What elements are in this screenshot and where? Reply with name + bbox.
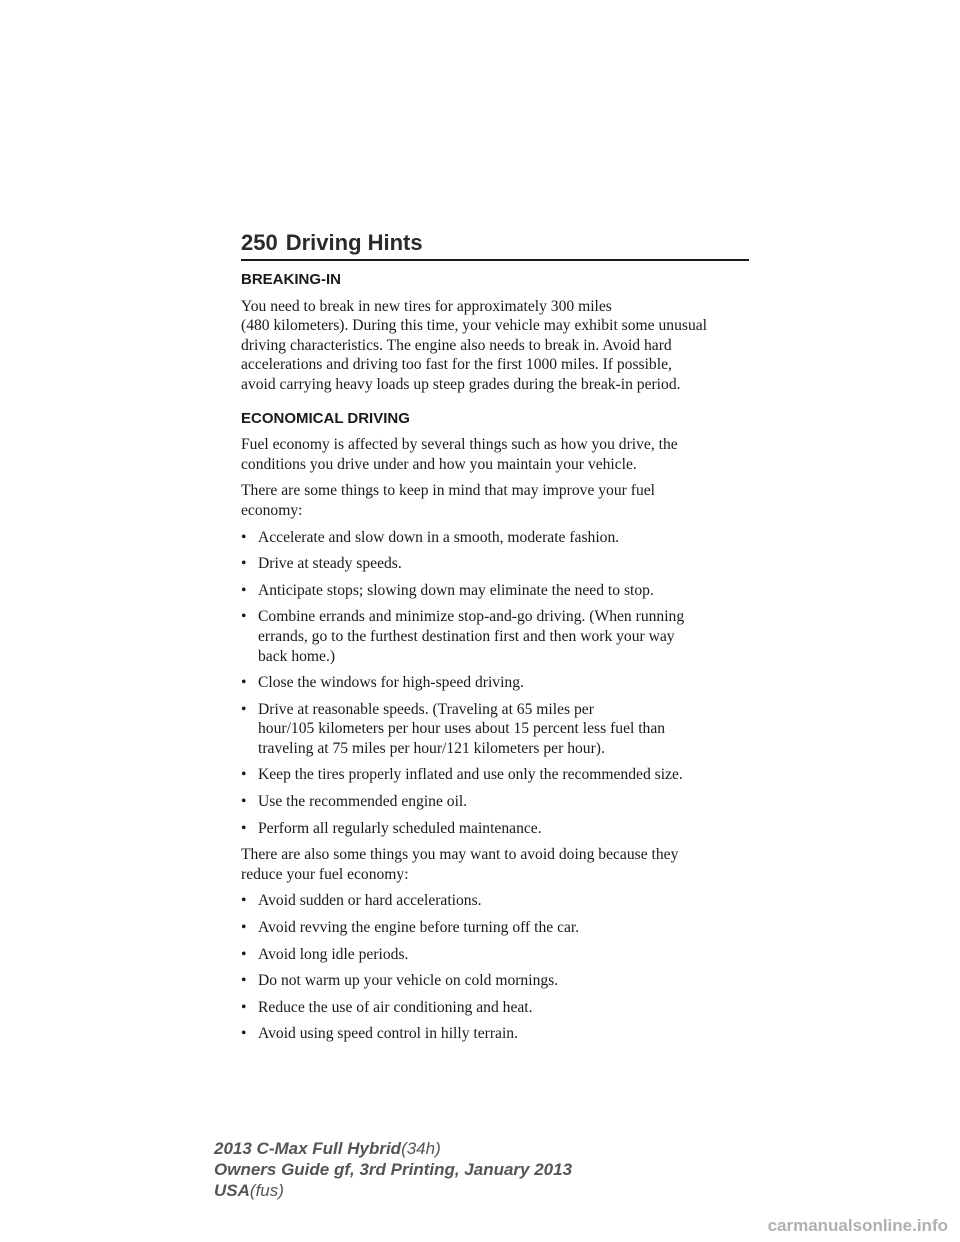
list-item (241, 554, 749, 574)
bullet-icon: • (241, 608, 247, 626)
list-item-text: errands, go to the furthest destination first and then work your way (258, 627, 675, 645)
bullet-icon: • (241, 674, 247, 692)
economy-intro-paragraph (241, 435, 749, 474)
footer-line-3 (214, 1180, 572, 1201)
text-line: Fuel economy is affected by several things such as how you drive, the (241, 436, 678, 454)
economical-driving-heading: ECONOMICAL DRIVING (241, 409, 410, 427)
text-line: You need to break in new tires for approximately 300 miles (241, 297, 612, 315)
list-item (241, 918, 749, 938)
text-line: (480 kilometers). During this time, your vehicle may exhibit some unusual (241, 317, 707, 335)
footer-line-2 (214, 1159, 572, 1180)
list-item-text: Use the recommended engine oil. (258, 793, 468, 811)
bullet-icon: • (241, 892, 247, 910)
text-line: driving characteristics. The engine also needs to break in. Avoid hard (241, 336, 672, 354)
bullet-icon: • (241, 919, 247, 937)
breaking-in-paragraph (241, 297, 749, 395)
list-item-text: traveling at 75 miles per hour/121 kilometers per hour). (258, 739, 605, 757)
section-title: Driving Hints (285, 230, 423, 255)
page-number: 250 (241, 230, 278, 255)
list-item-text: Avoid sudden or hard accelerations. (258, 892, 482, 910)
text-line: conditions you drive under and how you maintain your vehicle. (241, 455, 637, 473)
improve-intro-paragraph (241, 481, 749, 520)
avoid-list (241, 891, 749, 1044)
bullet-icon: • (241, 766, 247, 784)
list-item-text: Avoid using speed control in hilly terrain. (258, 1025, 518, 1043)
list-item (241, 819, 749, 839)
bullet-icon: • (241, 945, 247, 963)
list-item (241, 971, 749, 991)
text-line: avoid carrying heavy loads up steep grades during the break-in period. (241, 375, 681, 393)
text-line: accelerations and driving too fast for the first 1000 miles. If possible, (241, 356, 672, 374)
bullet-icon: • (241, 793, 247, 811)
list-item-text: Accelerate and slow down in a smooth, moderate fashion. (258, 528, 620, 546)
footer-market-code: (fus) (249, 1181, 284, 1200)
list-item-text: Anticipate stops; slowing down may eliminate the need to stop. (258, 581, 654, 599)
breaking-in-heading: BREAKING-IN (241, 271, 341, 288)
text-line: There are also some things you may want to avoid doing because they (241, 846, 679, 864)
footer-line-1 (214, 1138, 572, 1159)
avoid-intro-paragraph (241, 845, 749, 884)
list-item (241, 673, 749, 693)
bullet-icon: • (241, 700, 247, 718)
list-item (241, 581, 749, 601)
bullet-icon: • (241, 819, 247, 837)
print-footer (214, 1138, 572, 1201)
footer-model-code: (34h) (401, 1139, 441, 1158)
bullet-icon: • (241, 1025, 247, 1043)
text-line: economy: (241, 501, 303, 519)
bullet-icon: • (241, 528, 247, 546)
text-line: reduce your fuel economy: (241, 865, 409, 883)
list-item-text: hour/105 kilometers per hour uses about 15 percent less fuel than (258, 720, 666, 738)
footer-model: 2013 C-Max Full Hybrid (214, 1139, 402, 1158)
list-item (241, 998, 749, 1018)
page-header (241, 230, 749, 256)
header-rule (241, 259, 749, 261)
list-item-text: Avoid revving the engine before turning off the car. (258, 919, 580, 937)
list-item (241, 891, 749, 911)
list-item-text: Avoid long idle periods. (258, 945, 409, 963)
list-item (241, 792, 749, 812)
list-item-text: Do not warm up your vehicle on cold mornings. (258, 972, 559, 990)
list-item-text: Drive at steady speeds. (258, 555, 402, 573)
page-content (241, 270, 749, 1051)
list-item (241, 765, 749, 785)
list-item (241, 607, 749, 666)
list-item (241, 700, 749, 759)
list-item (241, 528, 749, 548)
bullet-icon: • (241, 581, 247, 599)
list-item-text: Perform all regularly scheduled maintenance. (258, 819, 542, 837)
bullet-icon: • (241, 972, 247, 990)
text-line: There are some things to keep in mind that may improve your fuel (241, 482, 655, 500)
list-item-text: Reduce the use of air conditioning and heat. (258, 998, 533, 1016)
list-item-text: back home.) (258, 647, 336, 665)
list-item (241, 945, 749, 965)
bullet-icon: • (241, 998, 247, 1016)
footer-market: USA (214, 1181, 250, 1200)
list-item-text: Keep the tires properly inflated and use only the recommended size. (258, 766, 683, 784)
site-watermark: carmanualsonline.info (767, 1216, 948, 1235)
improve-list (241, 528, 749, 839)
list-item-text: Combine errands and minimize stop-and-go driving. (When running (258, 608, 685, 626)
list-item-text: Drive at reasonable speeds. (Traveling at 65 miles per (258, 700, 594, 718)
footer-printing: Owners Guide gf, 3rd Printing, January 2013 (214, 1160, 573, 1179)
list-item-text: Close the windows for high-speed driving. (258, 674, 524, 692)
bullet-icon: • (241, 555, 247, 573)
list-item (241, 1024, 749, 1044)
